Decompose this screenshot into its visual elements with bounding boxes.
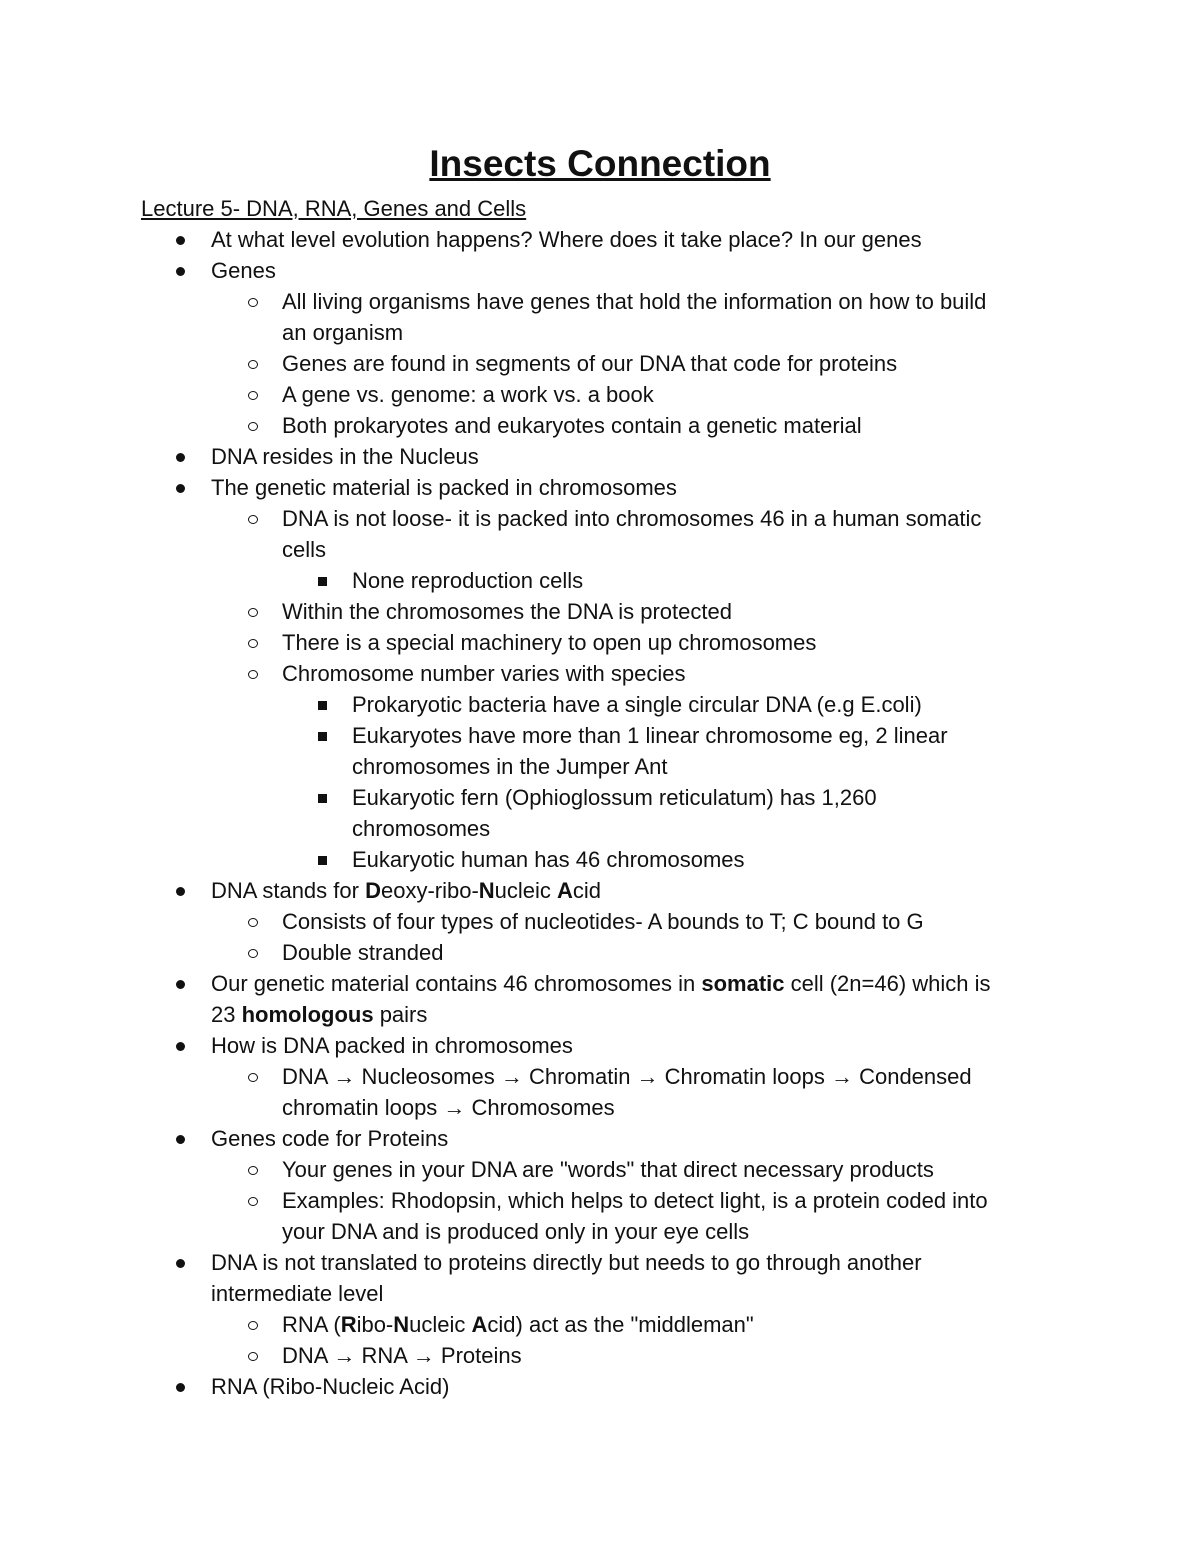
bullet-circle-icon <box>248 1166 258 1175</box>
outline-item-text <box>211 968 1061 1030</box>
outline-item-text: None reproduction cells <box>352 568 584 593</box>
outline-item-text: Genes are found in segments of our DNA that code for proteins <box>282 351 898 376</box>
outline-item-level-1 <box>0 968 1200 1030</box>
text-run: DNA stands for <box>211 878 366 903</box>
bold-text-run: somatic <box>701 971 785 996</box>
outline-item-text <box>211 875 1061 906</box>
outline-item-text: DNA → Nucleosomes → Chromatin → Chromatin loops → Condensed chromatin loops → Chromosomes <box>282 1064 972 1120</box>
outline-item-level-2 <box>0 937 1200 968</box>
text-run: ucleic <box>409 1312 472 1337</box>
bold-text-run: R <box>340 1312 357 1337</box>
text-run: pairs <box>373 1002 428 1027</box>
outline-item-text: Double stranded <box>282 940 444 965</box>
text-run: Our genetic material contains 46 chromosomes in <box>211 971 702 996</box>
bullet-circle-icon <box>248 1321 258 1330</box>
outline-item-level-1 <box>0 472 1200 503</box>
outline-item-level-2 <box>0 627 1200 658</box>
outline-item-level-2 <box>0 348 1200 379</box>
bullet-disc-icon <box>176 980 185 989</box>
bullet-circle-icon <box>248 670 258 679</box>
bullet-disc-icon <box>176 1135 185 1144</box>
bullet-disc-icon <box>176 267 185 276</box>
outline-item-text: Eukaryotic human has 46 chromosomes <box>352 847 745 872</box>
outline-item-text: How is DNA packed in chromosomes <box>211 1033 573 1058</box>
outline-item-text: The genetic material is packed in chromosomes <box>211 475 677 500</box>
bullet-square-icon <box>318 856 327 865</box>
bullet-circle-icon <box>248 1073 258 1082</box>
notes-outline <box>0 224 1200 1402</box>
bullet-circle-icon <box>248 422 258 431</box>
bullet-circle-icon <box>248 515 258 524</box>
outline-item-level-3 <box>0 720 1200 782</box>
bullet-disc-icon <box>176 1383 185 1392</box>
bullet-circle-icon <box>248 949 258 958</box>
bold-text-run: D <box>365 878 381 903</box>
outline-item-text: Within the chromosomes the DNA is protected <box>282 599 732 624</box>
bold-text-run: N <box>478 878 495 903</box>
outline-item-level-1 <box>0 255 1200 286</box>
bold-text-run: A <box>557 878 573 903</box>
bullet-circle-icon <box>248 639 258 648</box>
outline-item-text: Consists of four types of nucleotides- A bounds to T; C bound to G <box>282 909 924 934</box>
bullet-circle-icon <box>248 1352 258 1361</box>
outline-item-level-1 <box>0 1247 1200 1309</box>
outline-item-level-1 <box>0 441 1200 472</box>
outline-item-level-2 <box>0 410 1200 441</box>
outline-item-level-1 <box>0 875 1200 906</box>
outline-item-text: Both prokaryotes and eukaryotes contain a genetic material <box>282 413 862 438</box>
outline-item-text: Your genes in your DNA are "words" that direct necessary products <box>282 1157 934 1182</box>
lecture-heading: Lecture 5- DNA, RNA, Genes and Cells <box>141 196 527 221</box>
bullet-circle-icon <box>248 360 258 369</box>
bullet-square-icon <box>318 732 327 741</box>
outline-item-level-2 <box>0 1185 1200 1247</box>
outline-item-level-1 <box>0 1123 1200 1154</box>
bold-text-run: homologous <box>241 1002 374 1027</box>
outline-item-text: Genes code for Proteins <box>211 1126 449 1151</box>
outline-item-text: Genes <box>211 258 276 283</box>
outline-item-level-2 <box>0 1154 1200 1185</box>
bold-text-run: A <box>471 1312 488 1337</box>
outline-item-level-3 <box>0 844 1200 875</box>
bullet-circle-icon <box>248 298 258 307</box>
outline-item-text: At what level evolution happens? Where does it take place? In our genes <box>211 227 922 252</box>
outline-item-level-1 <box>0 1371 1200 1402</box>
outline-item-text: DNA resides in the Nucleus <box>211 444 479 469</box>
outline-item-level-2 <box>0 658 1200 689</box>
outline-item-text: DNA is not translated to proteins directly but needs to go through another intermediate level <box>211 1250 922 1306</box>
bullet-circle-icon <box>248 608 258 617</box>
text-run: ibo- <box>356 1312 394 1337</box>
outline-item-text: DNA → RNA → Proteins <box>282 1343 522 1368</box>
bullet-disc-icon <box>176 453 185 462</box>
outline-item-text: Prokaryotic bacteria have a single circular DNA (e.g E.coli) <box>352 692 922 717</box>
outline-item-text: Eukaryotic fern (Ophioglossum reticulatum) has 1,260 chromosomes <box>352 785 877 841</box>
outline-item-level-2 <box>0 503 1200 565</box>
bullet-circle-icon <box>248 1197 258 1206</box>
bullet-disc-icon <box>176 236 185 245</box>
document-title: Insects Connection <box>429 143 771 184</box>
bullet-disc-icon <box>176 1259 185 1268</box>
outline-item-text <box>282 1309 1062 1340</box>
bullet-disc-icon <box>176 1042 185 1051</box>
outline-item-level-1 <box>0 1030 1200 1061</box>
outline-item-text: Chromosome number varies with species <box>282 661 686 686</box>
outline-item-text: All living organisms have genes that hold the information on how to build an organism <box>282 289 987 345</box>
bullet-square-icon <box>318 577 327 586</box>
bullet-circle-icon <box>248 391 258 400</box>
outline-item-text: Eukaryotes have more than 1 linear chromosome eg, 2 linear chromosomes in the Jumper Ant <box>352 723 948 779</box>
outline-item-text: DNA is not loose- it is packed into chromosomes 46 in a human somatic cells <box>282 506 982 562</box>
bullet-circle-icon <box>248 918 258 927</box>
outline-item-level-3 <box>0 782 1200 844</box>
outline-item-text: A gene vs. genome: a work vs. a book <box>282 382 654 407</box>
text-run: ucleic <box>494 878 558 903</box>
outline-item-level-2 <box>0 1309 1200 1340</box>
text-run: cid) act as the "middleman" <box>487 1312 754 1337</box>
bullet-square-icon <box>318 794 327 803</box>
outline-item-level-2 <box>0 1340 1200 1371</box>
bullet-square-icon <box>318 701 327 710</box>
outline-item-level-2 <box>0 596 1200 627</box>
outline-item-level-3 <box>0 565 1200 596</box>
outline-item-text: Examples: Rhodopsin, which helps to detect light, is a protein coded into your DNA and is produced only in your eye cells <box>282 1188 988 1244</box>
text-run: cid <box>572 878 602 903</box>
outline-item-level-2 <box>0 286 1200 348</box>
outline-item-level-2 <box>0 1061 1200 1123</box>
outline-item-text: RNA (Ribo-Nucleic Acid) <box>211 1374 450 1399</box>
text-run: eoxy-ribo- <box>380 878 479 903</box>
text-run: RNA ( <box>282 1312 341 1337</box>
outline-item-text: There is a special machinery to open up chromosomes <box>282 630 817 655</box>
outline-item-level-1 <box>0 224 1200 255</box>
text-run: cell (2n=46) which is 23 <box>211 971 991 1027</box>
bold-text-run: N <box>393 1312 410 1337</box>
bullet-disc-icon <box>176 484 185 493</box>
bullet-disc-icon <box>176 887 185 896</box>
outline-item-level-2 <box>0 906 1200 937</box>
outline-item-level-2 <box>0 379 1200 410</box>
outline-item-level-3 <box>0 689 1200 720</box>
